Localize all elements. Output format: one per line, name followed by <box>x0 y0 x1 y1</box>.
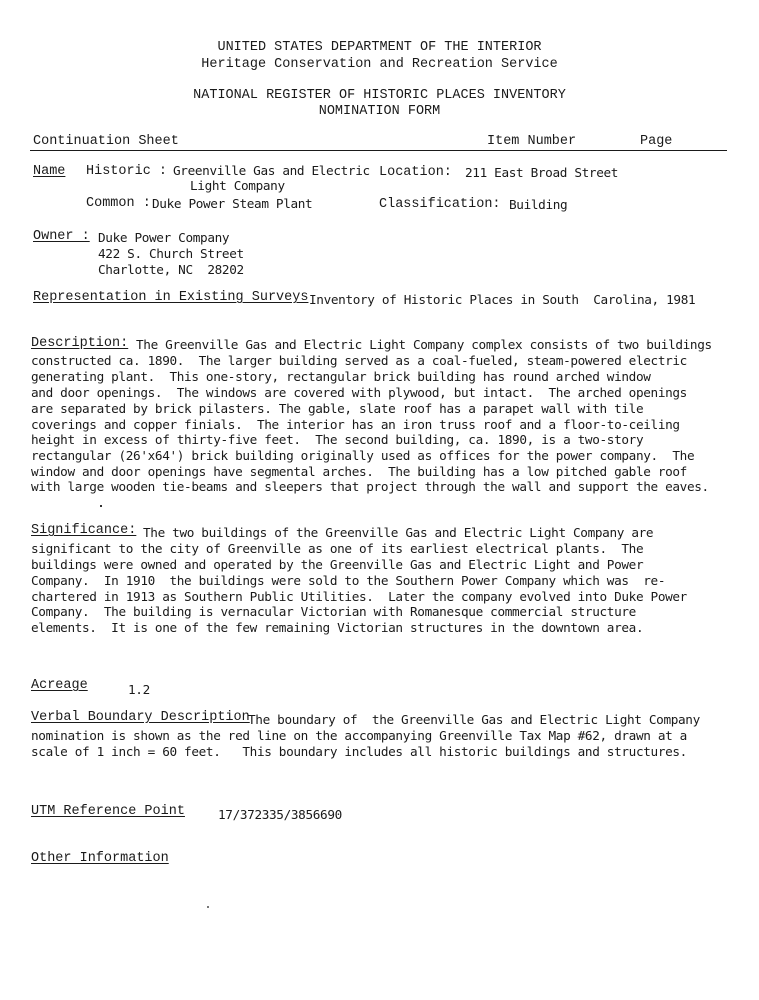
agency-title: UNITED STATES DEPARTMENT OF THE INTERIOR <box>217 40 542 55</box>
significance-line: buildings were owned and operated by the Greenville Gas and Electric Light and Power <box>31 557 644 572</box>
significance-line: Company. In 1910 the buildings were sold to the Southern Power Company which was re- <box>31 573 666 588</box>
owner-label: Owner : <box>33 229 90 244</box>
surveys-label: Representation in Existing Surveys <box>33 290 309 305</box>
owner-city: Charlotte, NC 28202 <box>98 262 244 277</box>
significance-line: elements. It is one of the few remaining Victorian structures in the downtown area. <box>31 620 644 635</box>
boundary-label: Verbal Boundary Description <box>31 710 250 725</box>
classification-value: Building <box>509 197 568 212</box>
description-line: are separated by brick pilasters. The gable, slate roof has a parapet wall with tile <box>31 401 644 416</box>
continuation-sheet-label: Continuation Sheet <box>33 134 179 149</box>
description-line: coverings and copper finials. The interior has an iron truss roof and a floor-to-ceiling <box>31 417 680 432</box>
boundary-line: nomination is shown as the red line on the accompanying Greenville Tax Map #62, drawn at a <box>31 728 687 743</box>
description-line: rectangular (26'x64') brick building originally used as offices for the power company. The <box>31 448 695 463</box>
acreage-label: Acreage <box>31 678 88 693</box>
description-line: height in excess of thirty-five feet. The second building, ca. 1890, is a two-story <box>31 432 644 447</box>
form-title: NATIONAL REGISTER OF HISTORIC PLACES INVENTORY <box>193 88 566 103</box>
description-line: with large wooden tie-beams and sleepers that project through the wall and support the eaves. <box>31 479 709 494</box>
boundary-line: scale of 1 inch = 60 feet. This boundary includes all historic buildings and structures. <box>31 744 687 759</box>
historic-label: Historic : <box>86 164 168 179</box>
page-label: Page <box>640 134 673 149</box>
scan-speck <box>207 906 209 908</box>
significance-line: Company. The building is vernacular Victorian with Romanesque commercial structure <box>31 604 636 619</box>
owner-name: Duke Power Company <box>98 230 230 245</box>
description-line: and door openings. The windows are covered with plywood, but intact. The arched openings <box>31 385 687 400</box>
continuation-rule <box>30 150 727 151</box>
name-label: Name <box>33 164 66 179</box>
scan-speck <box>100 505 102 507</box>
description-line: window and door openings have segmental arches. The building has a low pitched gable roof <box>31 464 687 479</box>
utm-label: UTM Reference Point <box>31 804 185 819</box>
significance-line: The two buildings of the Greenville Gas and Electric Light Company are <box>143 525 654 540</box>
agency-subtitle: Heritage Conservation and Recreation Service <box>201 57 558 72</box>
common-label: Common : <box>86 196 151 211</box>
historic-name-line1: Greenville Gas and Electric <box>173 163 370 178</box>
surveys-value: Inventory of Historic Places in South Carolina, 1981 <box>309 292 696 307</box>
other-information-label: Other Information <box>31 851 169 866</box>
description-line: constructed ca. 1890. The larger building served as a coal-fueled, steam-powered electric <box>31 353 687 368</box>
location-value: 211 East Broad Street <box>465 165 619 180</box>
common-name-value: Duke Power Steam Plant <box>152 196 313 211</box>
description-label: Description: <box>31 336 129 351</box>
significance-label: Significance: <box>31 523 137 538</box>
owner-street: 422 S. Church Street <box>98 246 244 261</box>
description-line: The Greenville Gas and Electric Light Company complex consists of two buildings <box>136 337 712 352</box>
classification-label: Classification: <box>379 197 501 212</box>
item-number-label: Item Number <box>487 134 577 149</box>
significance-line: significant to the city of Greenville as one of its earliest electrical plants. The <box>31 541 644 556</box>
historic-name-line2: Light Company <box>190 178 285 193</box>
utm-value: 17/372335/3856690 <box>218 807 342 822</box>
form-subtitle: NOMINATION FORM <box>318 104 441 119</box>
significance-line: chartered in 1913 as Southern Public Utilities. Later the company evolved into Duke Power <box>31 589 687 604</box>
location-label: Location: <box>379 165 452 180</box>
acreage-value: 1.2 <box>128 682 150 697</box>
description-line: generating plant. This one-story, rectangular brick building has round arched window <box>31 369 651 384</box>
boundary-line: The boundary of the Greenville Gas and Electric Light Company <box>248 712 700 727</box>
